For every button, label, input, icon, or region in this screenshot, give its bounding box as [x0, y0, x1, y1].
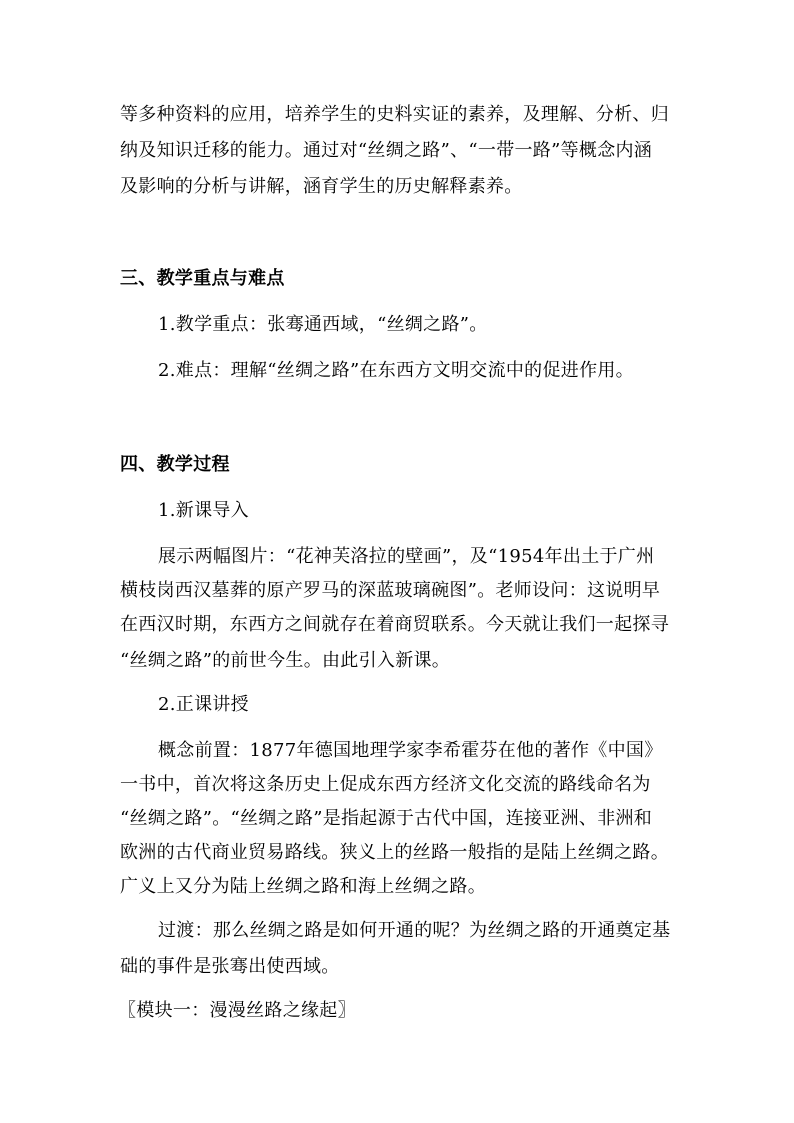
section3-point-1: 1.教学重点：张骞通西域，“丝绸之路”。 — [158, 314, 488, 335]
module-title: 〖模块一：漫漫丝路之缘起〗 — [118, 1000, 356, 1021]
sub1-line-1: 展示两幅图片：“花神芙洛拉的壁画”，及“1954年出土于广州 — [158, 546, 655, 567]
sub1-line-2: 横枝岗西汉墓葬的原产罗马的深蓝玻璃碗图”。老师设问：这说明早 — [120, 580, 661, 601]
concept-line-5: 广义上又分为陆上丝绸之路和海上丝绸之路。 — [120, 876, 486, 897]
concept-line-1: 概念前置：1877年德国地理学家李希霍芬在他的著作《中国》 — [158, 740, 663, 761]
section3-heading: 三、教学重点与难点 — [120, 268, 285, 289]
intro-line-2: 纳及知识迁移的能力。通过对“丝绸之路”、“一带一路”等概念内涵 — [120, 140, 653, 161]
sub2-title: 2.正课讲授 — [158, 694, 249, 715]
section4-heading: 四、教学过程 — [120, 454, 230, 475]
sub1-line-4: “丝绸之路”的前世今生。由此引入新课。 — [120, 650, 451, 671]
transition-line-1: 过渡：那么丝绸之路是如何开通的呢？为丝绸之路的开通奠定基 — [158, 920, 671, 941]
sub1-line-3: 在西汉时期，东西方之间就存在着商贸联系。今天就让我们一起探寻 — [120, 614, 669, 635]
concept-line-3: “丝绸之路”。“丝绸之路”是指起源于古代中国，连接亚洲、非洲和 — [120, 808, 653, 829]
concept-line-2: 一书中，首次将这条历史上促成东西方经济文化交流的路线命名为 — [120, 774, 651, 795]
intro-line-1: 等多种资料的应用，培养学生的史料实证的素养，及理解、分析、归 — [120, 104, 669, 125]
sub1-title: 1.新课导入 — [158, 500, 249, 521]
intro-line-3: 及影响的分析与讲解，涵育学生的历史解释素养。 — [120, 176, 523, 197]
transition-line-2: 础的事件是张骞出使西域。 — [120, 956, 340, 977]
concept-line-4: 欧洲的古代商业贸易路线。狭义上的丝路一般指的是陆上丝绸之路。 — [120, 842, 669, 863]
section3-point-2: 2.难点：理解“丝绸之路”在东西方文明交流中的促进作用。 — [158, 360, 634, 381]
